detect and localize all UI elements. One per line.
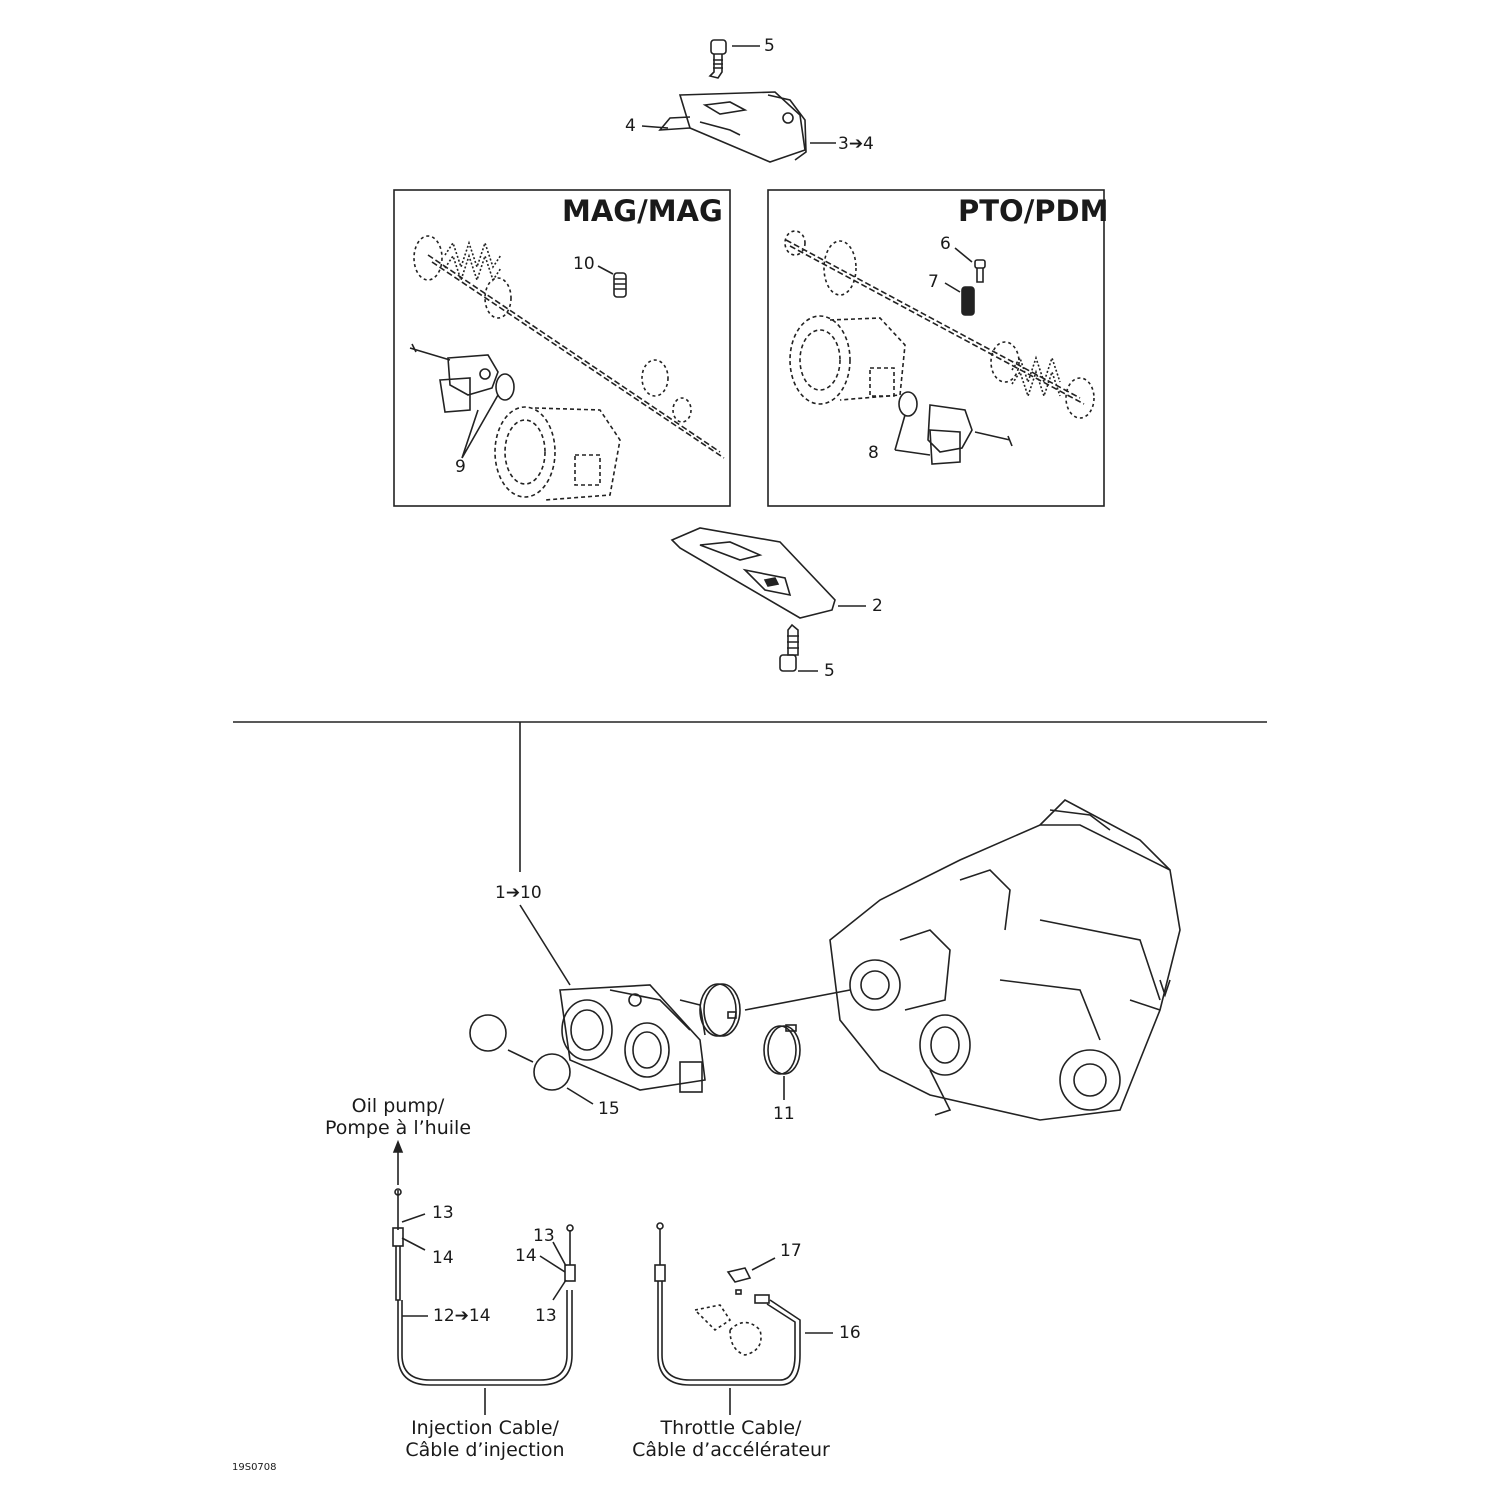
throttle-plate-icon: [414, 236, 691, 422]
tps-sensor-icon: [410, 344, 498, 412]
oil-pump-caption: Oil pump/ Pompe à l’huile: [324, 1095, 472, 1139]
callout-13-a: 13: [432, 1203, 454, 1223]
callout-13-b: 13: [533, 1226, 555, 1246]
callout-10: 10: [573, 254, 595, 274]
o-ring-icon: [496, 374, 514, 400]
stop-screw-icon: [614, 273, 626, 297]
hose-clamp-icon: [700, 984, 800, 1074]
callout-17: 17: [780, 1241, 802, 1261]
figure-code: 19S0708: [232, 1462, 277, 1473]
pto-panel-frame: [768, 190, 1104, 506]
callout-4: 4: [625, 116, 636, 136]
callout-9: 9: [455, 457, 466, 477]
screw-icon: [975, 260, 985, 282]
callout-8: 8: [868, 443, 879, 463]
plug-cap-icon: [470, 1015, 570, 1090]
mag-panel-frame: [394, 190, 730, 506]
callout-7: 7: [928, 272, 939, 292]
throttle-cable-icon: [655, 1223, 800, 1385]
injection-cable-icon: [393, 1189, 575, 1385]
bolt-icon: [780, 625, 799, 671]
upper-bracket-icon: [660, 92, 806, 162]
spring-icon: [445, 243, 501, 280]
lower-bracket-icon: [672, 528, 835, 618]
callout-15: 15: [598, 1099, 620, 1119]
pto-panel-title: PTO/PDM: [958, 194, 1109, 228]
throttle-cable-caption: Throttle Cable/ Câble d’accélérateur: [632, 1417, 830, 1461]
callout-12-14: 12➔14: [433, 1306, 491, 1326]
engine-icon: [830, 800, 1180, 1120]
callout-5-bottom: 5: [824, 661, 835, 681]
callout-14-b: 14: [515, 1246, 537, 1266]
stop-spring-icon: [962, 287, 974, 315]
mag-panel-title: MAG/MAG: [562, 194, 723, 228]
callout-3-4: 3➔4: [838, 134, 874, 154]
throttle-body-icon: [495, 407, 620, 500]
callout-16: 16: [839, 1323, 861, 1343]
throttle-lever-icon: [695, 1305, 761, 1355]
callout-1-10: 1➔10: [495, 883, 542, 903]
callout-13-c: 13: [535, 1306, 557, 1326]
throttle-body-icon: [790, 316, 905, 404]
tps-sensor-icon: [928, 405, 1012, 464]
callout-2: 2: [872, 596, 883, 616]
injection-cable-caption: Injection Cable/ Câble d’injection: [405, 1417, 565, 1461]
callout-14-a: 14: [432, 1248, 454, 1268]
throttle-body-assembly-icon: [560, 985, 705, 1092]
o-ring-icon: [899, 392, 917, 416]
callout-11: 11: [773, 1104, 795, 1124]
cable-clip-icon: [728, 1268, 750, 1294]
callout-5-top: 5: [764, 36, 775, 56]
callout-6: 6: [940, 234, 951, 254]
bolt-icon: [710, 40, 726, 78]
